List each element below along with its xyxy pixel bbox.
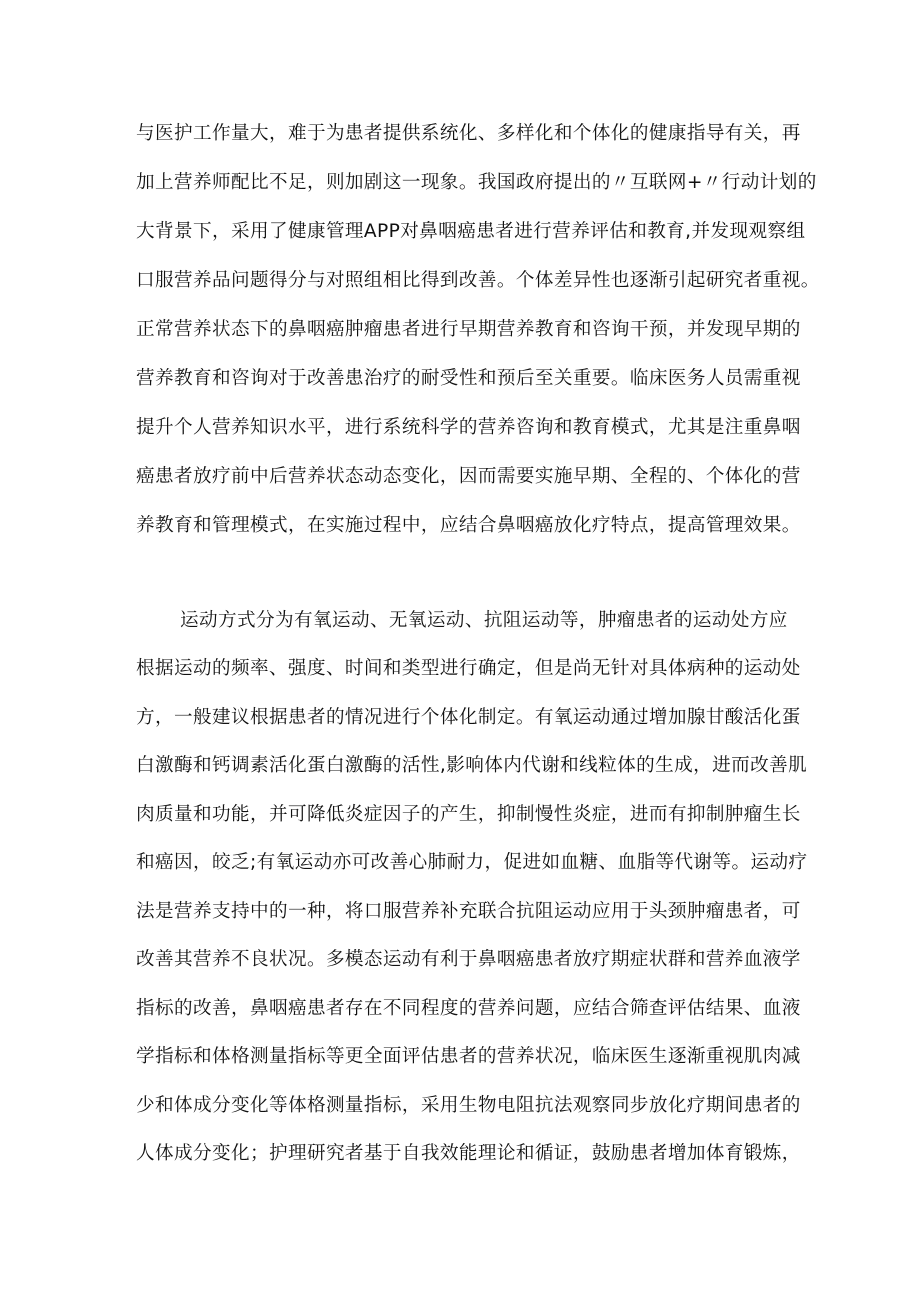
text-line: 加上营养师配比不足，则加剧这一现象。我国政府提出的〃互联网+〃行动计划的 xyxy=(136,172,817,193)
text-line: 大背景下，采用了健康管理APP对鼻咽癌患者进行营养评估和教育,并发现观察组 xyxy=(136,221,806,242)
text-line: 根据运动的频率、强度、时间和类型进行确定，但是尚无针对具体病种的运动处 xyxy=(136,658,801,679)
text-line: 养教育和管理模式，在实施过程中，应结合鼻咽癌放化疗特点，提高管理效果。 xyxy=(136,515,801,536)
text-line: 和癌因，皎乏;有氧运动亦可改善心肺耐力，促进如血糖、血脂等代谢等。运动疗 xyxy=(136,852,808,873)
text-line: 口服营养品问题得分与对照组相比得到改善。个体差异性也逐渐引起研究者重视。 xyxy=(136,270,820,291)
text-line: 癌患者放疗前中后营养状态动态变化，因而需要实施早期、全程的、个体化的营 xyxy=(136,466,801,487)
text-line: 少和体成分变化等体格测量指标，采用生物电阻抗法观察同步放化疗期间患者的 xyxy=(136,1095,801,1116)
text-line: 人体成分变化；护理研究者基于自我效能理论和循证，鼓励患者增加体育锻炼， xyxy=(136,1143,801,1164)
text-line: 肉质量和功能，并可降低炎症因子的产生，抑制慢性炎症，进而有抑制肿瘤生长 xyxy=(136,804,801,825)
text-line: 运动方式分为有氧运动、无氧运动、抗阻运动等，肿瘤患者的运动处方应 xyxy=(180,610,788,631)
text-line: 改善其营养不良状况。多模态运动有利于鼻咽癌患者放疗期症状群和营养血液学 xyxy=(136,949,801,970)
text-line: 指标的改善，鼻咽癌患者存在不同程度的营养问题，应结合筛查评估结果、血液 xyxy=(136,998,801,1019)
text-line: 提升个人营养知识水平，进行系统科学的营养咨询和教育模式，尤其是注重鼻咽 xyxy=(136,417,801,438)
text-line: 营养教育和咨询对于改善患治疗的耐受性和预后至关重要。临床医务人员需重视 xyxy=(136,368,801,389)
text-line: 学指标和体格测量指标等更全面评估患者的营养状况，临床医生逐渐重视肌肉减 xyxy=(136,1046,801,1067)
text-line: 法是营养支持中的一种，将口服营养补充联合抗阻运动应用于头颈肿瘤患者，可 xyxy=(136,901,801,922)
text-line: 方，一般建议根据患者的情况进行个体化制定。有氧运动通过增加腺甘酸活化蛋 xyxy=(136,707,801,728)
text-line: 白激酶和钙调素活化蛋白激酶的活性,影响体内代谢和线粒体的生成，进而改善肌 xyxy=(136,755,808,776)
text-line: 与医护工作量大，难于为患者提供系统化、多样化和个体化的健康指导有关，再 xyxy=(136,123,801,144)
text-line: 正常营养状态下的鼻咽癌肿瘤患者进行早期营养教育和咨询干预，并发现早期的 xyxy=(136,319,801,340)
